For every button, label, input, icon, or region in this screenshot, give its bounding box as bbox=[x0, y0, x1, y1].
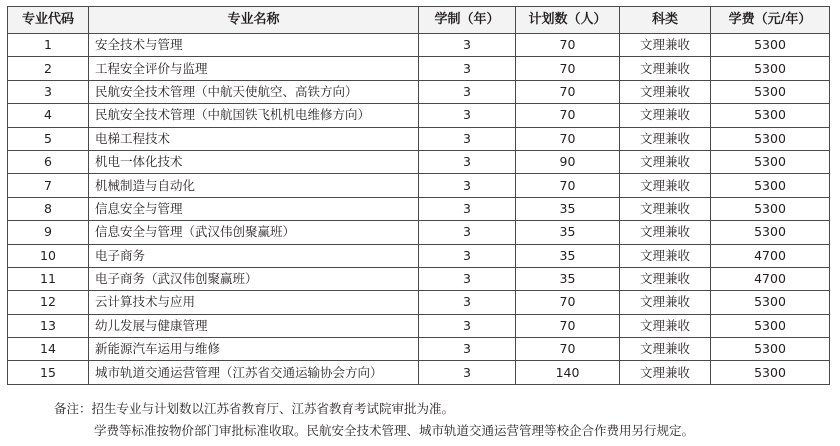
cell-count: 70 bbox=[516, 34, 620, 57]
cell-code: 5 bbox=[8, 127, 89, 150]
cell-name: 城市轨道交通运营管理（江苏省交通运输协会方向） bbox=[89, 361, 419, 384]
cell-years: 3 bbox=[419, 314, 516, 337]
header-years: 学制（年） bbox=[419, 7, 516, 34]
cell-name: 工程安全评价与监理 bbox=[89, 57, 419, 80]
cell-years: 3 bbox=[419, 34, 516, 57]
table-row bbox=[8, 221, 830, 244]
cell-category: 文理兼收 bbox=[620, 267, 711, 290]
header-fee: 学费（元/年） bbox=[711, 7, 830, 34]
cell-fee: 5300 bbox=[711, 197, 830, 220]
note-line-2: 学费等标准按物价部门审批标准收取。民航安全技术管理、城市轨道交通运营管理等校企合作费用另行规定。 bbox=[94, 423, 695, 438]
table-row bbox=[8, 244, 830, 267]
cell-count: 35 bbox=[516, 221, 620, 244]
table-row bbox=[8, 80, 830, 103]
enrollment-plan-table bbox=[7, 6, 830, 385]
cell-count: 70 bbox=[516, 174, 620, 197]
cell-fee: 5300 bbox=[711, 221, 830, 244]
cell-fee: 5300 bbox=[711, 291, 830, 314]
cell-years: 3 bbox=[419, 338, 516, 361]
table-header-row bbox=[8, 7, 830, 34]
cell-category: 文理兼收 bbox=[620, 221, 711, 244]
cell-code: 2 bbox=[8, 57, 89, 80]
cell-name: 电子商务（武汉伟创聚赢班） bbox=[89, 267, 419, 290]
cell-category: 文理兼收 bbox=[620, 314, 711, 337]
cell-name: 云计算技术与应用 bbox=[89, 291, 419, 314]
cell-category: 文理兼收 bbox=[620, 174, 711, 197]
cell-code: 13 bbox=[8, 314, 89, 337]
cell-count: 35 bbox=[516, 244, 620, 267]
cell-fee: 5300 bbox=[711, 314, 830, 337]
cell-years: 3 bbox=[419, 221, 516, 244]
cell-count: 35 bbox=[516, 267, 620, 290]
cell-fee: 5300 bbox=[711, 104, 830, 127]
table-row bbox=[8, 197, 830, 220]
cell-category: 文理兼收 bbox=[620, 80, 711, 103]
note-line-1: 招生专业与计划数以江苏省教育厅、江苏省教育考试院审批为准。 bbox=[91, 401, 455, 416]
table-row bbox=[8, 104, 830, 127]
table-row bbox=[8, 150, 830, 173]
cell-years: 3 bbox=[419, 80, 516, 103]
cell-count: 70 bbox=[516, 291, 620, 314]
cell-fee: 5300 bbox=[711, 150, 830, 173]
cell-category: 文理兼收 bbox=[620, 150, 711, 173]
cell-code: 1 bbox=[8, 34, 89, 57]
header-count: 计划数（人） bbox=[516, 7, 620, 34]
cell-category: 文理兼收 bbox=[620, 244, 711, 267]
cell-years: 3 bbox=[419, 361, 516, 384]
cell-name: 民航安全技术管理（中航国铁飞机机电维修方向） bbox=[89, 104, 419, 127]
table-body bbox=[8, 34, 830, 385]
cell-code: 10 bbox=[8, 244, 89, 267]
cell-category: 文理兼收 bbox=[620, 104, 711, 127]
cell-code: 12 bbox=[8, 291, 89, 314]
cell-fee: 4700 bbox=[711, 244, 830, 267]
cell-fee: 5300 bbox=[711, 127, 830, 150]
cell-code: 6 bbox=[8, 150, 89, 173]
header-code: 专业代码 bbox=[8, 7, 89, 34]
cell-fee: 5300 bbox=[711, 338, 830, 361]
cell-years: 3 bbox=[419, 174, 516, 197]
cell-fee: 5300 bbox=[711, 57, 830, 80]
cell-count: 70 bbox=[516, 338, 620, 361]
cell-category: 文理兼收 bbox=[620, 291, 711, 314]
cell-code: 7 bbox=[8, 174, 89, 197]
cell-code: 15 bbox=[8, 361, 89, 384]
cell-years: 3 bbox=[419, 57, 516, 80]
cell-name: 信息安全与管理 bbox=[89, 197, 419, 220]
cell-count: 70 bbox=[516, 104, 620, 127]
cell-count: 90 bbox=[516, 150, 620, 173]
cell-code: 14 bbox=[8, 338, 89, 361]
header-name: 专业名称 bbox=[89, 7, 419, 34]
cell-category: 文理兼收 bbox=[620, 127, 711, 150]
cell-category: 文理兼收 bbox=[620, 197, 711, 220]
cell-name: 电梯工程技术 bbox=[89, 127, 419, 150]
cell-count: 70 bbox=[516, 127, 620, 150]
cell-count: 70 bbox=[516, 80, 620, 103]
header-category: 科类 bbox=[620, 7, 711, 34]
cell-name: 机电一体化技术 bbox=[89, 150, 419, 173]
cell-code: 3 bbox=[8, 80, 89, 103]
table-row bbox=[8, 34, 830, 57]
table-row bbox=[8, 291, 830, 314]
cell-fee: 4700 bbox=[711, 267, 830, 290]
cell-code: 4 bbox=[8, 104, 89, 127]
cell-fee: 5300 bbox=[711, 34, 830, 57]
cell-count: 70 bbox=[516, 57, 620, 80]
table-row bbox=[8, 361, 830, 384]
table-row bbox=[8, 57, 830, 80]
cell-count: 70 bbox=[516, 314, 620, 337]
cell-code: 8 bbox=[8, 197, 89, 220]
cell-fee: 5300 bbox=[711, 361, 830, 384]
cell-code: 9 bbox=[8, 221, 89, 244]
table-row bbox=[8, 338, 830, 361]
cell-years: 3 bbox=[419, 127, 516, 150]
cell-years: 3 bbox=[419, 104, 516, 127]
cell-name: 民航安全技术管理（中航天使航空、高铁方向） bbox=[89, 80, 419, 103]
cell-years: 3 bbox=[419, 267, 516, 290]
cell-count: 140 bbox=[516, 361, 620, 384]
cell-years: 3 bbox=[419, 291, 516, 314]
cell-category: 文理兼收 bbox=[620, 361, 711, 384]
cell-count: 35 bbox=[516, 197, 620, 220]
cell-fee: 5300 bbox=[711, 174, 830, 197]
table-row bbox=[8, 127, 830, 150]
cell-name: 机械制造与自动化 bbox=[89, 174, 419, 197]
table-row bbox=[8, 174, 830, 197]
cell-code: 11 bbox=[8, 267, 89, 290]
cell-category: 文理兼收 bbox=[620, 57, 711, 80]
cell-name: 新能源汽车运用与维修 bbox=[89, 338, 419, 361]
table-row bbox=[8, 314, 830, 337]
cell-name: 信息安全与管理（武汉伟创聚赢班） bbox=[89, 221, 419, 244]
cell-years: 3 bbox=[419, 197, 516, 220]
note-label: 备注： bbox=[54, 401, 92, 416]
cell-fee: 5300 bbox=[711, 80, 830, 103]
cell-category: 文理兼收 bbox=[620, 34, 711, 57]
cell-name: 幼儿发展与健康管理 bbox=[89, 314, 419, 337]
cell-category: 文理兼收 bbox=[620, 338, 711, 361]
footnote bbox=[54, 398, 694, 442]
cell-years: 3 bbox=[419, 150, 516, 173]
table-row bbox=[8, 267, 830, 290]
cell-years: 3 bbox=[419, 244, 516, 267]
cell-name: 电子商务 bbox=[89, 244, 419, 267]
cell-name: 安全技术与管理 bbox=[89, 34, 419, 57]
